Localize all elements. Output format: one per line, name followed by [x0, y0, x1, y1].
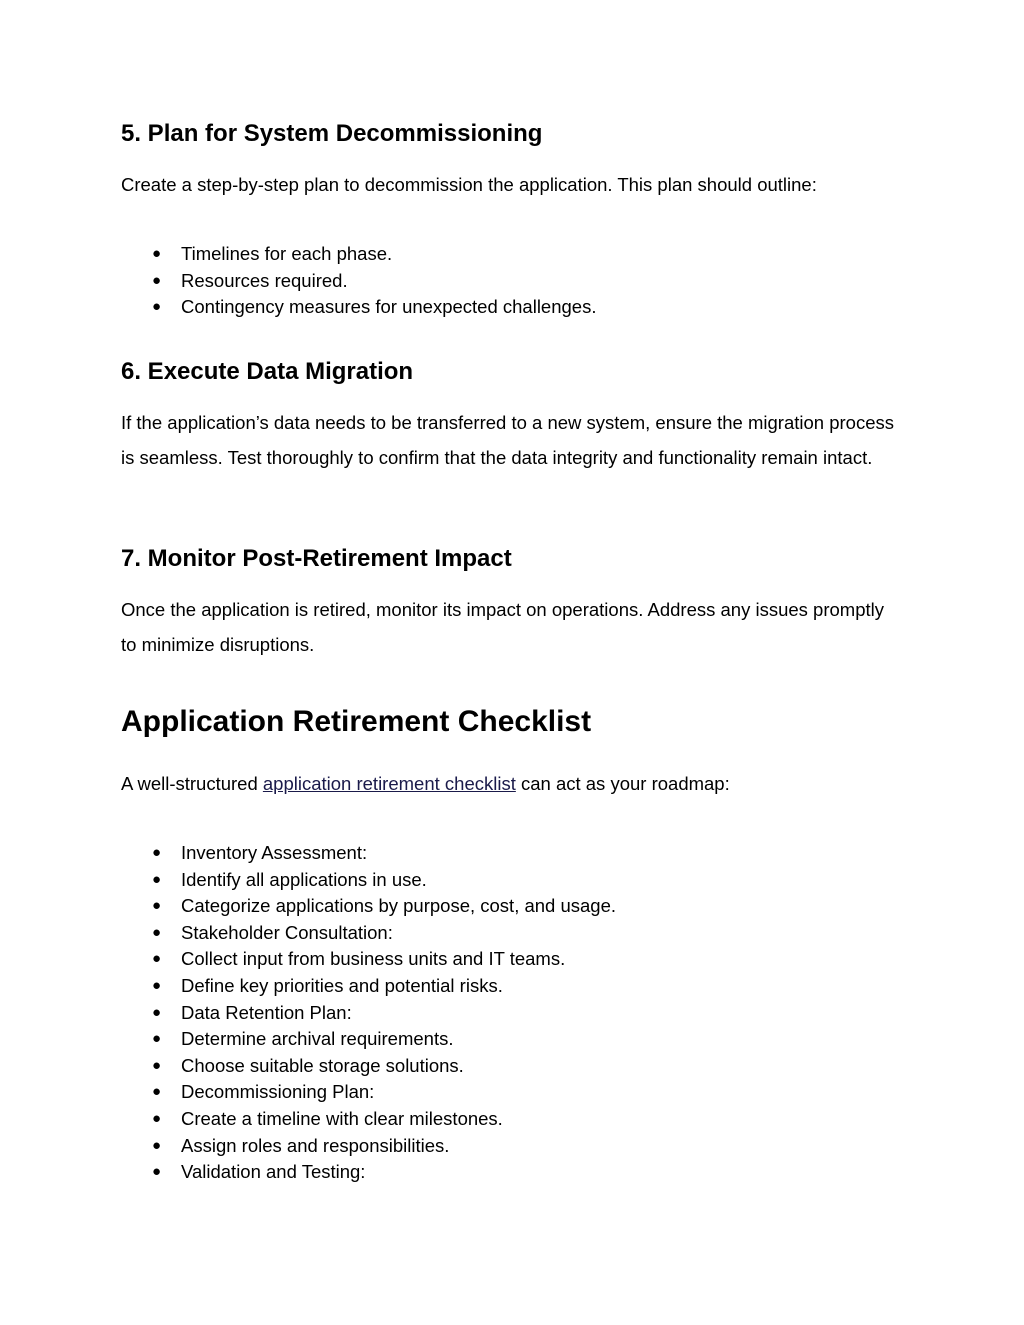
checklist-intro: A well-structured application retirement checklist can act as your roadmap: [121, 773, 730, 794]
list-item: ● Collect input from business units and IT teams. [121, 946, 616, 973]
list-item: ● Create a timeline with clear milestones. [121, 1106, 616, 1133]
list-item: ● Timelines for each phase. [121, 241, 596, 268]
section-6-body: If the application’s data needs to be transferred to a new system, ensure the migration process is seamless. Test thoroughly to confirm that the data integrity and functionality remain intact. [121, 412, 894, 468]
section-5-bullet-list [121, 241, 596, 321]
list-item: ● Inventory Assessment: [121, 840, 616, 867]
list-item: ● Define key priorities and potential risks. [121, 973, 616, 1000]
bullet-icon: ● [152, 298, 162, 316]
bullet-icon: ● [152, 1056, 162, 1074]
list-item: ● Contingency measures for unexpected challenges. [121, 294, 596, 321]
list-item: ● Decommissioning Plan: [121, 1079, 616, 1106]
list-item: ● Categorize applications by purpose, cost, and usage. [121, 893, 616, 920]
list-item: ● Data Retention Plan: [121, 1000, 616, 1027]
page-title: Application Retirement Checklist [121, 705, 592, 738]
bullet-icon: ● [152, 844, 162, 861]
list-item: ● Validation and Testing: [121, 1159, 616, 1186]
list-item: ● Assign roles and responsibilities. [121, 1133, 616, 1160]
bullet-icon: ● [152, 1163, 162, 1181]
section-5-intro: Create a step-by-step plan to decommission the application. This plan should outline: [121, 174, 817, 195]
bullet-icon: ● [152, 245, 162, 262]
section-heading-6: 6. Execute Data Migration [121, 358, 414, 385]
bullet-icon: ● [152, 950, 162, 968]
bullet-icon: ● [152, 271, 162, 289]
list-item: ● Stakeholder Consultation: [121, 920, 616, 947]
section-7-body: Once the application is retired, monitor its impact on operations. Address any issues promptly to minimize disruptions. [121, 599, 884, 655]
bullet-icon: ● [152, 1030, 162, 1048]
bullet-icon: ● [152, 1136, 162, 1154]
checklist-bullet-list [121, 840, 616, 1186]
bullet-icon: ● [152, 870, 162, 888]
section-heading-5: 5. Plan for System Decommissioning [121, 120, 543, 147]
checklist-link[interactable]: application retirement checklist [262, 773, 516, 794]
bullet-icon: ● [152, 1003, 162, 1021]
bullet-icon: ● [152, 976, 162, 994]
bullet-icon: ● [152, 1109, 162, 1127]
bullet-icon: ● [152, 923, 162, 941]
list-item: ● Determine archival requirements. [121, 1026, 616, 1053]
list-item: ● Resources required. [121, 268, 596, 295]
list-item: ● Identify all applications in use. [121, 867, 616, 894]
bullet-icon: ● [152, 1083, 162, 1101]
bullet-icon: ● [152, 897, 162, 915]
list-item: ● Choose suitable storage solutions. [121, 1053, 616, 1080]
section-heading-7: 7. Monitor Post-Retirement Impact [121, 545, 512, 572]
